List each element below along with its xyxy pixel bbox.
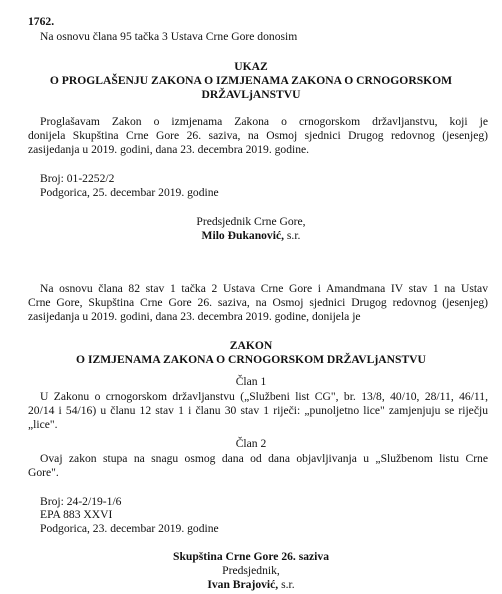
article1-line: „lice". bbox=[28, 418, 58, 431]
zakon-place-date: Podgorica, 23. decembar 2019. godine bbox=[40, 522, 219, 535]
ukaz-broj: Broj: 01-2252/2 bbox=[40, 172, 115, 185]
ukaz-body-line: donijela Skupština Crne Gore 26. saziva, na Osmoj sjednici Drugog redovnog (jesenjeg) bbox=[28, 129, 488, 142]
ukaz-body bbox=[28, 115, 488, 157]
ukaz-subtitle-line1: O PROGLAŠENJU ZAKONA O IZMJENAMA ZAKONA O CRNOGORSKOM bbox=[49, 74, 453, 87]
signer-name: Milo Đukanović, bbox=[201, 229, 284, 242]
article1-line: 20/14 i 54/16) u članu 12 stav 1 i članu 30 stav 1 riječi: „punoljetno lice" zamjenjuju se riječju bbox=[28, 404, 488, 417]
president-label: Predsjednik, bbox=[222, 564, 280, 577]
signer-line bbox=[0, 229, 502, 243]
ukaz-subtitle-line2: DRŽAVLjANSTVU bbox=[201, 88, 301, 101]
zakon-broj: Broj: 24-2/19-1/6 bbox=[40, 495, 122, 508]
ukaz-body-line: Proglašavam Zakon o izmjenama Zakona o crnogorskom državljanstvu, koji je bbox=[40, 115, 488, 128]
zakon-intro-line: Na osnovu člana 82 stav 1 tačka 2 Ustava Crne Gore i Amandmana IV stav 1 na Ustav bbox=[40, 282, 488, 295]
article2-heading: Član 2 bbox=[235, 437, 267, 450]
article1-body bbox=[28, 390, 488, 432]
president-name: Ivan Brajović, bbox=[207, 578, 279, 591]
assembly-name: Skupština Crne Gore 26. saziva bbox=[173, 550, 329, 563]
zakon-intro bbox=[28, 282, 488, 324]
article1-line: U Zakonu o crnogorskom državljanstvu („Službeni list CG", br. 13/8, 40/10, 28/11, 46/11, bbox=[40, 390, 488, 403]
ukaz-body-line: zasijedanja u 2019. godini, dana 23. decembra 2019. godine. bbox=[28, 143, 310, 156]
ukaz-title: UKAZ bbox=[234, 60, 268, 73]
signer-suffix: s.r. bbox=[286, 229, 301, 242]
signer-title: Predsjednik Crne Gore, bbox=[196, 215, 306, 228]
president-suffix: s.r. bbox=[281, 578, 295, 591]
article1-heading: Član 1 bbox=[235, 375, 267, 388]
article2-body bbox=[28, 452, 488, 480]
ukaz-place-date: Podgorica, 25. decembar 2019. godine bbox=[40, 186, 219, 199]
president-line bbox=[0, 578, 502, 592]
zakon-intro-line: Crne Gore, Skupština Crne Gore 26. saziva, na Osmoj sjednici Drugog redovnog (jesenjeg) bbox=[28, 296, 488, 309]
zakon-title: ZAKON bbox=[229, 339, 273, 352]
document-number: 1762. bbox=[28, 15, 55, 28]
zakon-epa: EPA 883 XXVI bbox=[40, 508, 113, 521]
article2-line: Ovaj zakon stupa na snagu osmog dana od dana objavljivanja u „Službenom listu Crne bbox=[40, 452, 488, 465]
preamble: Na osnovu člana 95 tačka 3 Ustava Crne Gore donosim bbox=[40, 30, 298, 43]
zakon-subtitle: O IZMJENAMA ZAKONA O CRNOGORSKOM DRŽAVLjANSTVU bbox=[76, 353, 426, 366]
article2-line: Gore". bbox=[28, 466, 59, 479]
zakon-intro-line: zasijedanja u 2019. godini, dana 23. decembra 2019. godine, donijela je bbox=[28, 310, 361, 323]
